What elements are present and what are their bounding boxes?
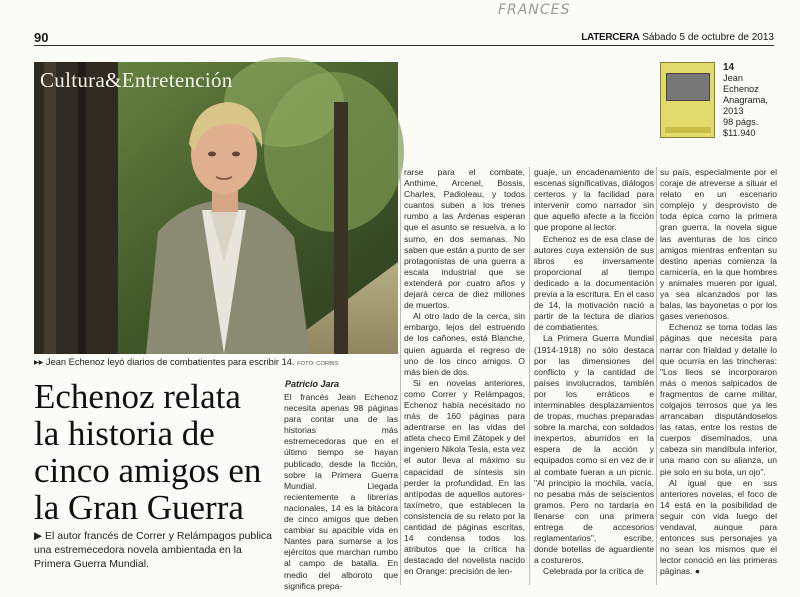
body-paragraph: Al igual que en sus anteriores novelas, el foco de 14 está en la posibilidad de seguir con vida luego del vendaval, aunque para entonces sus personajes ya no sean los mismos que el lector conoció en las primeras páginas. ●: [660, 477, 777, 577]
masthead: [581, 32, 774, 43]
body-paragraph: Al otro lado de la cerca, sin embargo, lejos del estruendo de los cañones, está Blanche, quien aguarda el regreso de uno de los cinco amigos. O más bien de dos.: [404, 311, 525, 377]
headline: Echenoz relata la historia de cinco amigos en la Gran Guerra: [34, 377, 262, 527]
photo-credit: FOTO: CORBIS: [297, 361, 339, 367]
body-paragraph: su país, especialmente por el coraje de atreverse a situar el relato en un escenario complejo y desprovisto de toda épica como la primera gran guerra, la novela sigue las aventuras de los cinco amigos mientras enfrentan su destino apenas comienza la carnicería, en la que hombres y animales mueren por igual, ya sea alcanzados por las balas, las bayonetas o por los gases venenosos.: [660, 167, 777, 322]
book-price: $11.940: [723, 128, 756, 138]
body-paragraph: La Primera Guerra Mundial (1914-1918) no sólo destaca por las dimensiones del conflicto y la cantidad de países involucrados, también por los erráticos e interminables desplazamientos de tropas, muchas preparadas sobre la marcha, con soldados inexpertos, aburridos en la espera de la acción y equipados como si en vez de ir al combate fueran a un picnic. "Al principio la mochila, vacía, no pesaba más de seiscientos gramos. Pero no tardaría en llenarse con una primera entrega de accesorios reglamentarios", escribe, donde botellas de aguardiente a costureros.: [534, 333, 654, 566]
page-number: 90: [34, 30, 49, 45]
body-column-1: [284, 392, 398, 591]
column-divider: [400, 167, 401, 585]
column-divider: [529, 167, 530, 585]
book-publisher: Anagrama,: [723, 95, 768, 105]
book-info-box: [660, 62, 780, 142]
book-details: [723, 62, 780, 139]
book-title: 14: [723, 62, 735, 73]
book-author: Jean Echenoz: [723, 73, 759, 94]
body-paragraph: Echenoz es de esa clase de autores cuya extensión de sus libros es inversamente proporcional al tiempo dedicado a la documentación previa a la escritura. En el caso de 14, la motivación nació a partir de la lectura de diarios de combatientes.: [534, 233, 654, 333]
book-cover: [660, 62, 715, 138]
handwritten-stamp: FRANCES: [498, 2, 571, 18]
caption-text: ▸▸ Jean Echenoz leyó diarios de combatientes para escribir 14.: [34, 357, 295, 367]
book-pages: 98 págs.: [723, 117, 759, 127]
body-column-2: [404, 167, 525, 584]
body-column-3: [534, 167, 654, 584]
body-paragraph: guaje, un encadenamiento de escenas significativas, diálogos certeros y la facilidad para intervenir como narrador sin que aquello afecte a la ficción que propone al lector.: [534, 167, 654, 233]
author-photo: [34, 62, 398, 354]
body-paragraph: rarse para el combate, Anthime, Arcenel, Bossis, Charles, Padioleau, y todos cuantos suben a los trenes rumbo a las Ardenas esperan que el asunto se resuelva, a lo sumo, en dos semanas. No saben que están a punto de ser protagonistas de una guerra a escala industrial que se extenderá por cuatro años y dejará cerca de diez millones de muertos.: [404, 167, 525, 311]
issue-date: Sábado 5 de octubre de 2013: [642, 32, 774, 43]
lead-paragraph: ▶ El autor francés de Correr y Relámpagos publica una estremecedora novela ambientada en la Primera Guerra Mundial.: [34, 530, 273, 570]
section-title: Cultura&Entretención: [40, 68, 233, 92]
book-cover-image: [666, 73, 710, 101]
byline: Patricio Jara: [285, 379, 340, 389]
body-paragraph: Si en novelas anteriores, como Correr y Relámpagos, Echenoz había necesitado no más de 160 páginas para adentrarse en las vidas del atleta checo Emil Zátopek y del ingeniero Nikola Tesla, esta vez el autor lleva al máximo su capacidad de síntesis sin perder la profundidad. En las antípodas de aquellos autores-taxímetro, que establecen la consistencia de su relato por la cantidad de páginas escritas, 14 condensa todos los atributos que la crítica ha destacado del novelista nacido en Orange: precisión de len-: [404, 377, 525, 577]
page-header: [34, 30, 774, 46]
column-divider: [656, 167, 657, 585]
book-year: 2013: [723, 106, 744, 116]
body-column-4: [660, 167, 777, 584]
body-paragraph: El francés Jean Echenoz necesita apenas 98 páginas para contar una de las historias más estremecedoras que en el último tiempo se hayan publicado, desde la ficción, sobre la Primera Guerra Mundial. Llegada recientemente a librerías nacionales, 14 es la bitácora de cinco amigos que deben cambiar su apacible vida en Nantes para sumarse a los ejércitos que marchan rumbo al campo de batalla. En medio del alboroto que significa prepa-: [284, 392, 398, 591]
body-paragraph: Celebrada por la crítica de: [543, 566, 644, 577]
body-paragraph: Echenoz se toma todas las páginas que necesita para narrar con frialdad y detalle lo que ocurría en las trincheras: "Los lleos se incorporaron más o menos salpicados de fragmentos de carne militar, colgajos terrosos que ya les arrancaban disputándoselos las ratas, entre los restos de cuerpos disemínados, una cabeza sin mandíbula inferior, una mano con su alianza, un pie solo en su bota, un ojo".: [660, 322, 777, 477]
photo-caption: [34, 357, 398, 368]
book-cover-band: [665, 127, 711, 133]
photo-illustration: [34, 62, 398, 354]
newspaper-name: LATERCERA: [581, 32, 640, 43]
